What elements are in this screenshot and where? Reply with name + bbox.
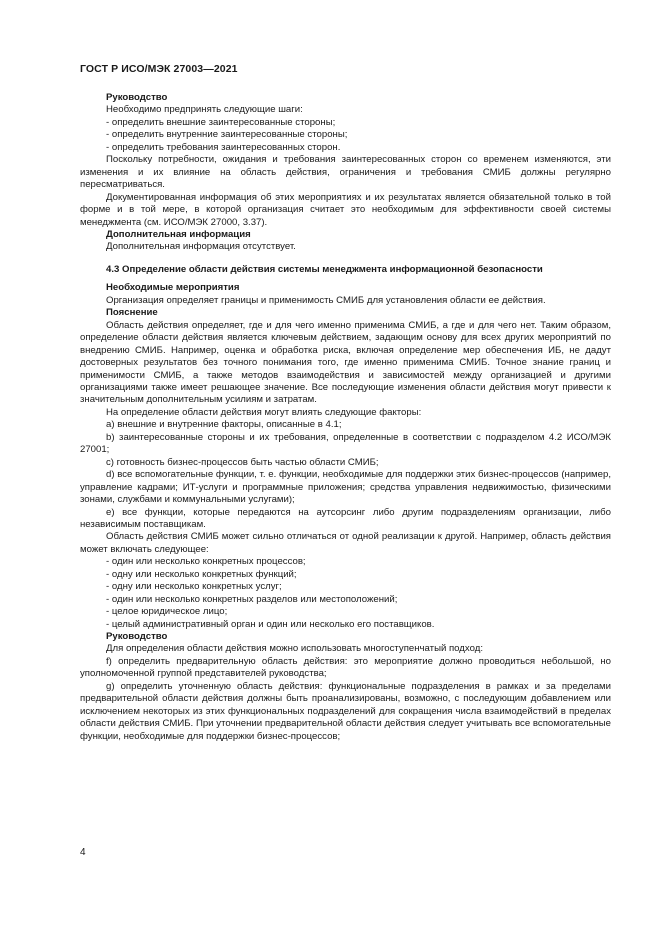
list-item: c) готовность бизнес-процессов быть частью области СМИБ; (106, 456, 379, 468)
heading-guidance: Руководство (106, 92, 168, 103)
list-item: b) заинтересованные стороны и их требования, определенные в соответствии с подразделом 4.2 ИСО/МЭК 27001; (80, 431, 611, 456)
list-item: - определить требования заинтересованных сторон. (106, 141, 341, 153)
list-item: e) все функции, которые передаются на аутсорсинг либо другим подразделениям организации, либо независимым поставщикам. (80, 506, 611, 530)
page-content (80, 92, 611, 743)
paragraph: Организация определяет границы и применимость СМИБ для установления области ее действия. (106, 294, 546, 306)
list-item: g) определить уточненную область действия: функциональные подразделения в рамках и за пределами предварительной области действия должны быть проанализированы, возможно, с последующим добавлением или исключением некоторых из этих функциональных подразделений для сокращения числа взаимодействий в пределах области действия СМИБ. При уточнении предварительной области действия следует учитывать все вспомогательные функции, необходимые для поддержки бизнес-процессов; (80, 680, 611, 742)
list-item: - одну или несколько конкретных услуг; (106, 581, 282, 593)
paragraph: Область действия определяет, где и для чего именно применима СМИБ, а где и для чего нет. Таким образом, определение области действия является ключевым действием, задающим основу для всех других мероприятий по внедрению СМИБ. Например, оценка и обработка риска, включая определение мер обеспечения ИБ, не дадут достоверных результатов без точного понимания того, где именно применима СМИБ. Точное знание границ и применимости СМИБ, а также методов взаимодействия и зависимостей между организацией и другими организациями также имеет решающее значение. Все последующие изменения области действия могут привести к значительным дополнительным усилиям и затратам. (80, 319, 611, 406)
list-item: f) определить предварительную область действия: это мероприятие должно проводиться небольшой, но уполномоченной группой представителей руководства; (80, 655, 611, 680)
list-item: - целое юридическое лицо; (106, 606, 228, 618)
list-item: - одну или несколько конкретных функций; (106, 568, 297, 580)
list-item: - один или несколько конкретных процессов; (106, 556, 306, 568)
list-item: - определить внешние заинтересованные стороны; (106, 116, 336, 128)
paragraph: Необходимо предпринять следующие шаги: (106, 104, 303, 116)
heading-additional-info: Дополнительная информация (106, 228, 251, 240)
heading-required-actions: Необходимые мероприятия (106, 282, 240, 294)
list-item: - определить внутренние заинтересованные стороны; (106, 129, 348, 141)
page-number: 4 (80, 847, 86, 858)
paragraph: Документированная информация об этих мероприятиях и их результатах является обязательной только в той форме и в той мере, в которой организация считает это необходимым для эффективности своей системы менеджмента (см. ИСО/МЭК 27000, 3.37). (80, 191, 611, 228)
list-item: - целый административный орган и один или несколько его поставщиков. (106, 618, 435, 630)
list-item: a) внешние и внутренние факторы, описанные в 4.1; (106, 419, 342, 431)
paragraph: Поскольку потребности, ожидания и требования заинтересованных сторон со временем изменяются, эти изменения и их влияние на область действия, ограничения и требования СМИБ должны регулярно пересматриваться. (80, 154, 611, 191)
heading-explanation: Пояснение (106, 307, 158, 319)
list-item: - один или несколько конкретных разделов или местоположений; (106, 593, 398, 605)
section-heading: 4.3 Определение области действия системы менеджмента информационной безопасности (106, 263, 543, 275)
document-header: ГОСТ Р ИСО/МЭК 27003—2021 (80, 63, 238, 75)
paragraph: Для определения области действия можно использовать многоступенчатый подход: (106, 643, 483, 655)
heading-guidance-2: Руководство (106, 631, 168, 643)
paragraph: Область действия СМИБ может сильно отличаться от одной реализации к другой. Например, область действия может включать следующее: (80, 531, 611, 555)
paragraph: На определение области действия могут влиять следующие факторы: (106, 406, 422, 418)
list-item: d) все вспомогательные функции, т. е. функции, необходимые для поддержки этих бизнес-процессов (например, управление кадрами; ИТ-услуги и программные приложения; средства управления недвижимостью, физическими зонами, службами и коммунальными услугами); (80, 469, 611, 506)
paragraph: Дополнительная информация отсутствует. (106, 241, 296, 253)
